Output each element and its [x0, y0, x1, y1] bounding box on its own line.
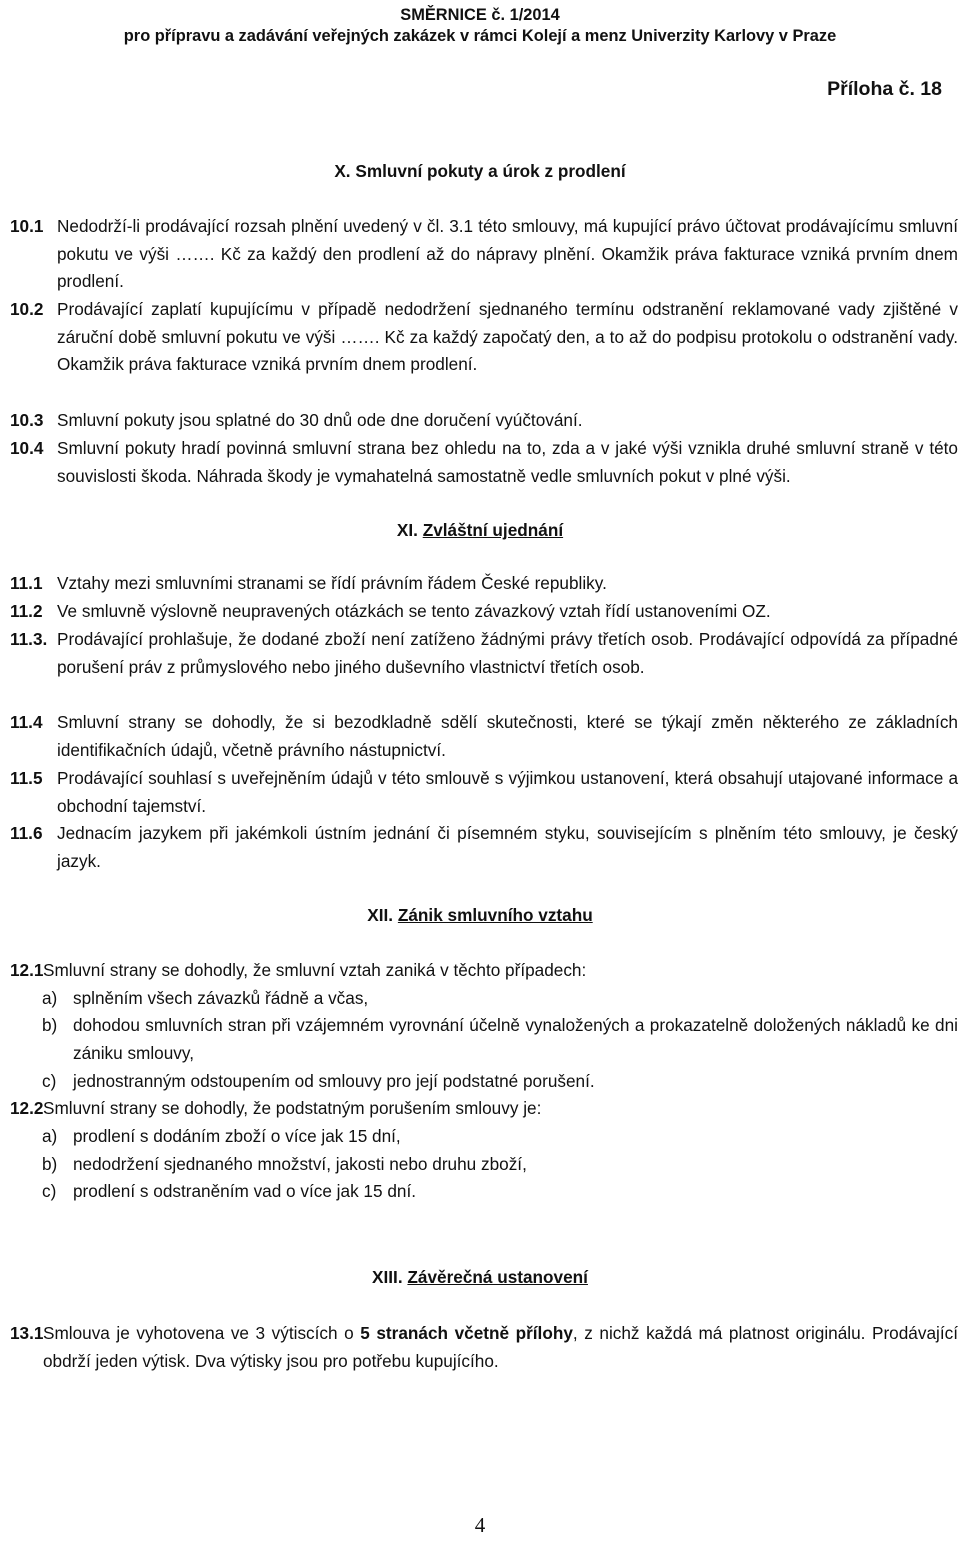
clause-number: 10.4 [10, 438, 44, 458]
clause-number: 12.2 [10, 1098, 44, 1118]
clause-11-4 [10, 709, 958, 764]
section-title: Zánik smluvního vztahu [397, 905, 593, 925]
clause-12-1-c [42, 1068, 958, 1096]
section-heading-xi [0, 519, 960, 541]
clause-10-1 [10, 213, 958, 296]
clause-12-1-b [42, 1012, 958, 1067]
clause-number: 12.1 [10, 960, 44, 980]
clause-11-6 [10, 820, 958, 875]
list-text: dohodou smluvních stran při vzájemném vyrovnání účelně vynaložených a prokazatelně doložených nákladů ke dni zániku smlouvy, [73, 1015, 958, 1063]
section-number: XII. [367, 905, 394, 925]
list-letter: a) [42, 988, 58, 1008]
list-text: jednostranným odstoupením od smlouvy pro její podstatné porušení. [73, 1071, 595, 1091]
clause-13-1 [10, 1320, 958, 1375]
clause-text: Vztahy mezi smluvními stranami se řídí právním řádem České republiky. [57, 573, 607, 593]
clause-text: Smluvní strany se dohodly, že smluvní vztah zaniká v těchto případech: [43, 960, 587, 980]
clause-number: 10.1 [10, 216, 44, 236]
clause-11-1 [10, 570, 958, 598]
annex-label: Příloha č. 18 [827, 78, 942, 100]
header-subtitle: pro přípravu a zadávání veřejných zakázek v rámci Kolejí a menz Univerzity Karlovy v Praze [123, 27, 837, 45]
list-text: splněním všech závazků řádně a včas, [73, 988, 369, 1008]
clause-10-4 [10, 435, 958, 490]
clause-number: 11.5 [10, 768, 43, 788]
list-text: prodlení s dodáním zboží o více jak 15 dní, [73, 1126, 401, 1146]
clause-12-1 [10, 957, 958, 985]
clause-text: Prodávající prohlašuje, že dodané zboží není zatíženo žádnými právy třetích osob. Prodávající odpovídá za případné porušení práv z průmyslového nebo jiného duševního vlastnictví třetích osob. [57, 629, 958, 677]
clause-11-3 [10, 626, 958, 681]
clause-text: Smluvní pokuty hradí povinná smluvní strana bez ohledu na to, zda a v jaké výši vznikla druhé smluvní straně v této souvislosti škoda. Náhrada škody je vymahatelná samostatně vedle smluvních pokut v plné výši. [57, 438, 958, 486]
section-heading-x [0, 160, 960, 182]
clause-text: Jednacím jazykem při jakémkoli ústním jednání či písemném styku, souvisejícím s plněním této smlouvy, je český jazyk. [57, 823, 958, 871]
clause-text-emphasis: 5 stranách včetně přílohy [360, 1323, 573, 1343]
header-title: SMĚRNICE č. 1/2014 [400, 6, 560, 24]
clause-10-3 [10, 407, 958, 435]
clause-number: 13.1 [10, 1323, 44, 1343]
clause-12-2-b [42, 1151, 958, 1179]
clause-12-2 [10, 1095, 958, 1123]
section-title: Závěrečná ustanovení [407, 1267, 588, 1287]
clause-12-2-c [42, 1178, 958, 1206]
section-heading-xiii [0, 1266, 960, 1288]
clause-text-part: Smlouva je vyhotovena ve 3 výtiscích o [43, 1323, 361, 1343]
clause-text: Smluvní strany se dohodly, že si bezodkladně sdělí skutečnosti, které se týkají změn některého ze základních identifikačních údajů, včetně právního nástupnictví. [57, 712, 958, 760]
clause-text: Prodávající souhlasí s uveřejněním údajů v této smlouvě s výjimkou ustanovení, která obsahují utajované informace a obchodní tajemství. [57, 768, 958, 816]
section-number: X. [334, 161, 351, 181]
section-heading-xii [0, 904, 960, 926]
clause-number: 11.2 [10, 601, 43, 621]
clause-text: Smluvní strany se dohodly, že podstatným porušením smlouvy je: [43, 1098, 542, 1118]
list-text: prodlení s odstraněním vad o více jak 15 dní. [73, 1181, 416, 1201]
clause-number: 10.3 [10, 410, 44, 430]
list-letter: a) [42, 1126, 58, 1146]
section-number: XI. [396, 520, 418, 540]
list-letter: c) [42, 1071, 57, 1091]
clause-text: Ve smluvně výslovně neupravených otázkách se tento závazkový vztah řídí ustanoveními OZ. [57, 601, 771, 621]
clause-number: 11.6 [10, 823, 43, 843]
clause-number: 11.4 [10, 712, 43, 732]
clause-number: 10.2 [10, 299, 44, 319]
list-letter: b) [42, 1015, 58, 1035]
clause-number: 11.3. [10, 629, 48, 649]
list-letter: b) [42, 1154, 58, 1174]
clause-text: Smluvní pokuty jsou splatné do 30 dnů ode dne doručení vyúčtování. [57, 410, 583, 430]
section-number: XIII. [372, 1267, 403, 1287]
list-text: nedodržení sjednaného množství, jakosti nebo druhu zboží, [73, 1154, 527, 1174]
clause-text [43, 1320, 958, 1375]
clause-text: Prodávající zaplatí kupujícímu v případě nedodržení sjednaného termínu odstranění reklamované vady zjištěné v záruční době smluvní pokutu ve výši ……. Kč za každý započatý den, a to až do podpisu protokolu o odstranění vady. Okamžik práva fakturace vzniká prvním dnem prodlení. [57, 299, 958, 375]
clause-12-1-a [42, 985, 958, 1013]
clause-12-2-a [42, 1123, 958, 1151]
list-letter: c) [42, 1181, 57, 1201]
clause-10-2 [10, 296, 958, 379]
clause-11-2 [10, 598, 958, 626]
clause-text-part: , z nichž každá má platnost originálu. Prodávající obdrží jeden výtisk. Dva výtisky jsou pro potřebu kupujícího. [43, 1323, 958, 1371]
clause-text: Nedodrží-li prodávající rozsah plnění uvedený v čl. 3.1 této smlouvy, má kupující právo účtovat prodávajícímu smluvní pokutu ve výši ……. Kč za každý den prodlení až do nápravy plnění. Okamžik práva fakturace vzniká prvním dnem prodlení. [57, 216, 958, 292]
section-title: Smluvní pokuty a úrok z prodlení [355, 161, 626, 181]
section-title: Zvláštní ujednání [422, 520, 564, 540]
clause-11-5 [10, 765, 958, 820]
page-number: 4 [474, 1513, 486, 1537]
clause-number: 11.1 [10, 573, 43, 593]
